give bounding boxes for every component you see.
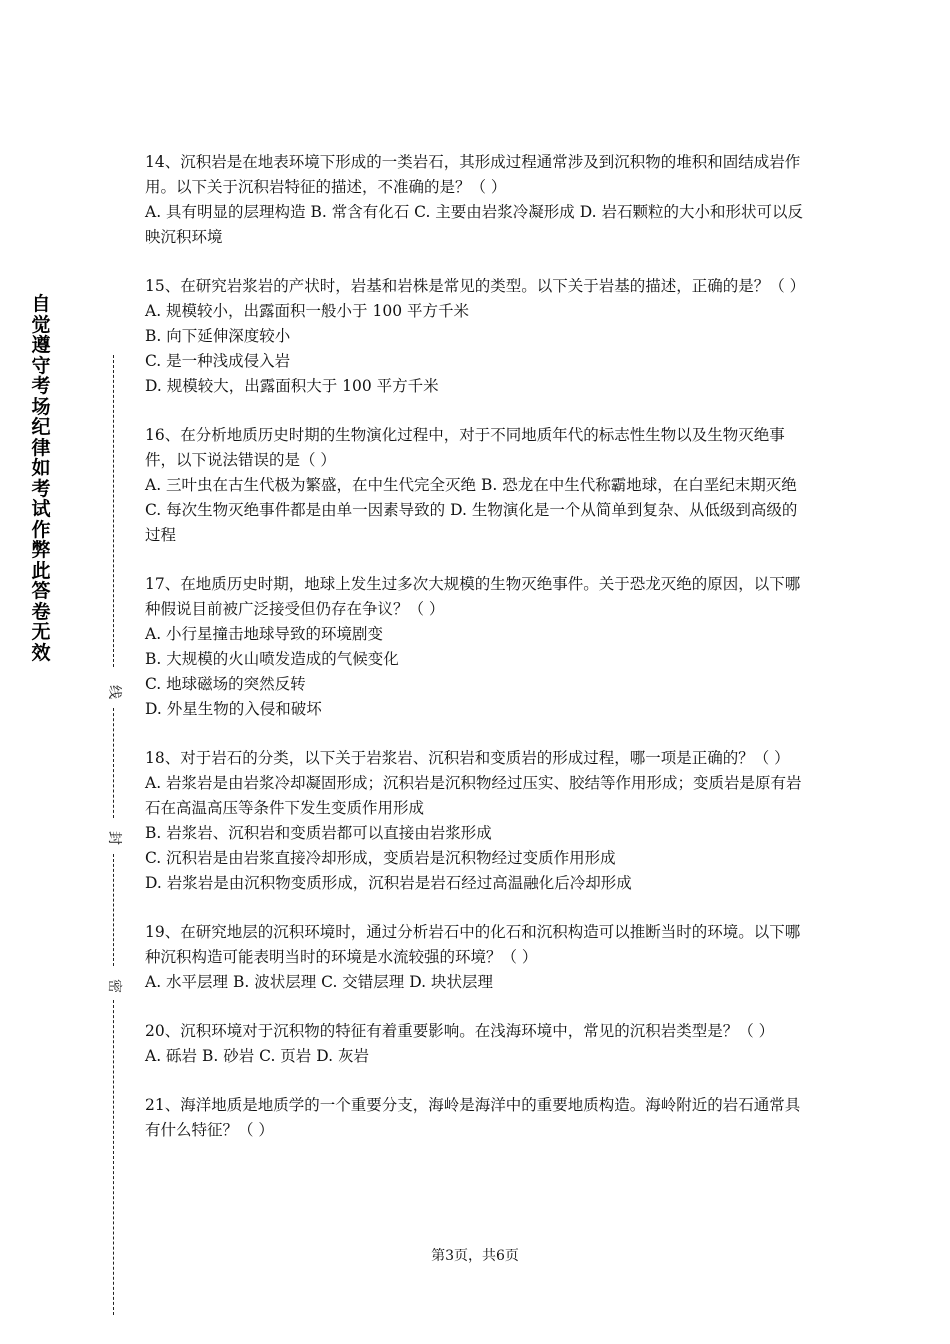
question-21: [145, 1093, 810, 1143]
question-options: A. 三叶虫在古生代极为繁盛，在中生代完全灭绝 B. 恐龙在中生代称霸地球，在白垩纪末期灭绝 C. 每次生物灭绝事件都是由单一因素导致的 D. 生物演化是一个从简单到复杂、从低级到高级的过程: [145, 476, 798, 544]
question-options: A. 水平层理 B. 波状层理 C. 交错层理 D. 块状层理: [145, 973, 493, 991]
option-a: A. 规模较小，出露面积一般小于 100 平方千米: [145, 302, 469, 320]
question-17: [145, 572, 810, 722]
option-a: A. 小行星撞击地球导致的环境剧变: [145, 625, 384, 643]
question-stem: 18、对于岩石的分类，以下关于岩浆岩、沉积岩和变质岩的形成过程，哪一项是正确的？（ ）: [145, 749, 790, 767]
binding-mark-line: 线: [106, 685, 122, 699]
question-stem: 19、在研究地层的沉积环境时，通过分析岩石中的化石和沉积构造可以推断当时的环境。以下哪种沉积构造可能表明当时的环境是水流较强的环境？（ ）: [145, 923, 801, 966]
page-number: 第3页，共6页: [431, 1248, 519, 1264]
question-stem: 15、在研究岩浆岩的产状时，岩基和岩株是常见的类型。以下关于岩基的描述，正确的是？（ ）: [145, 277, 806, 295]
binding-line-middle: [113, 708, 114, 818]
question-options: A. 砾岩 B. 砂岩 C. 页岩 D. 灰岩: [145, 1047, 369, 1065]
question-stem: 21、海洋地质是地质学的一个重要分支，海岭是海洋中的重要地质构造。海岭附近的岩石通常具有什么特征？（ ）: [145, 1096, 801, 1139]
question-options: A. 具有明显的层理构造 B. 常含有化石 C. 主要由岩浆冷凝形成 D. 岩石颗粒的大小和形状可以反映沉积环境: [145, 203, 803, 246]
binding-line-lower: [113, 854, 114, 966]
option-d: D. 岩浆岩是由沉积物变质形成，沉积岩是岩石经过高温融化后冷却形成: [145, 874, 632, 892]
question-20: [145, 1019, 810, 1069]
option-c: C. 地球磁场的突然反转: [145, 675, 306, 693]
option-d: D. 外星生物的入侵和破坏: [145, 700, 322, 718]
option-b: B. 岩浆岩、沉积岩和变质岩都可以直接由岩浆形成: [145, 824, 492, 842]
question-stem: 16、在分析地质历史时期的生物演化过程中，对于不同地质年代的标志性生物以及生物灭绝事件，以下说法错误的是（ ）: [145, 426, 785, 469]
option-b: B. 向下延伸深度较小: [145, 327, 291, 345]
question-18: [145, 746, 810, 896]
question-stem: 14、沉积岩是在地表环境下形成的一类岩石，其形成过程通常涉及到沉积物的堆积和固结成岩作用。以下关于沉积岩特征的描述，不准确的是？（ ）: [145, 153, 801, 196]
question-16: [145, 423, 810, 548]
binding-line-bottom: [113, 1000, 114, 1315]
question-19: [145, 920, 810, 995]
question-15: [145, 274, 810, 399]
option-d: D. 规模较大，出露面积大于 100 平方千米: [145, 377, 439, 395]
question-14: [145, 150, 810, 250]
option-c: C. 沉积岩是由岩浆直接冷却形成，变质岩是沉积物经过变质作用形成: [145, 849, 616, 867]
option-c: C. 是一种浅成侵入岩: [145, 352, 291, 370]
exam-discipline-notice: 自觉遵守考场纪律如考试作弊此答卷无效: [31, 293, 51, 664]
question-list: [145, 150, 810, 1167]
binding-mark-seal: 封: [106, 831, 122, 845]
binding-line-top: [113, 355, 114, 667]
question-stem: 20、沉积环境对于沉积物的特征有着重要影响。在浅海环境中，常见的沉积岩类型是？（ ）: [145, 1022, 775, 1040]
option-a: A. 岩浆岩是由岩浆冷却凝固形成；沉积岩是沉积物经过压实、胶结等作用形成；变质岩是原有岩石在高温高压等条件下发生变质作用形成: [145, 774, 802, 817]
binding-mark-secret: 密: [106, 979, 122, 993]
option-b: B. 大规模的火山喷发造成的气候变化: [145, 650, 399, 668]
question-stem: 17、在地质历史时期，地球上发生过多次大规模的生物灭绝事件。关于恐龙灭绝的原因，以下哪种假说目前被广泛接受但仍存在争议？（ ）: [145, 575, 801, 618]
